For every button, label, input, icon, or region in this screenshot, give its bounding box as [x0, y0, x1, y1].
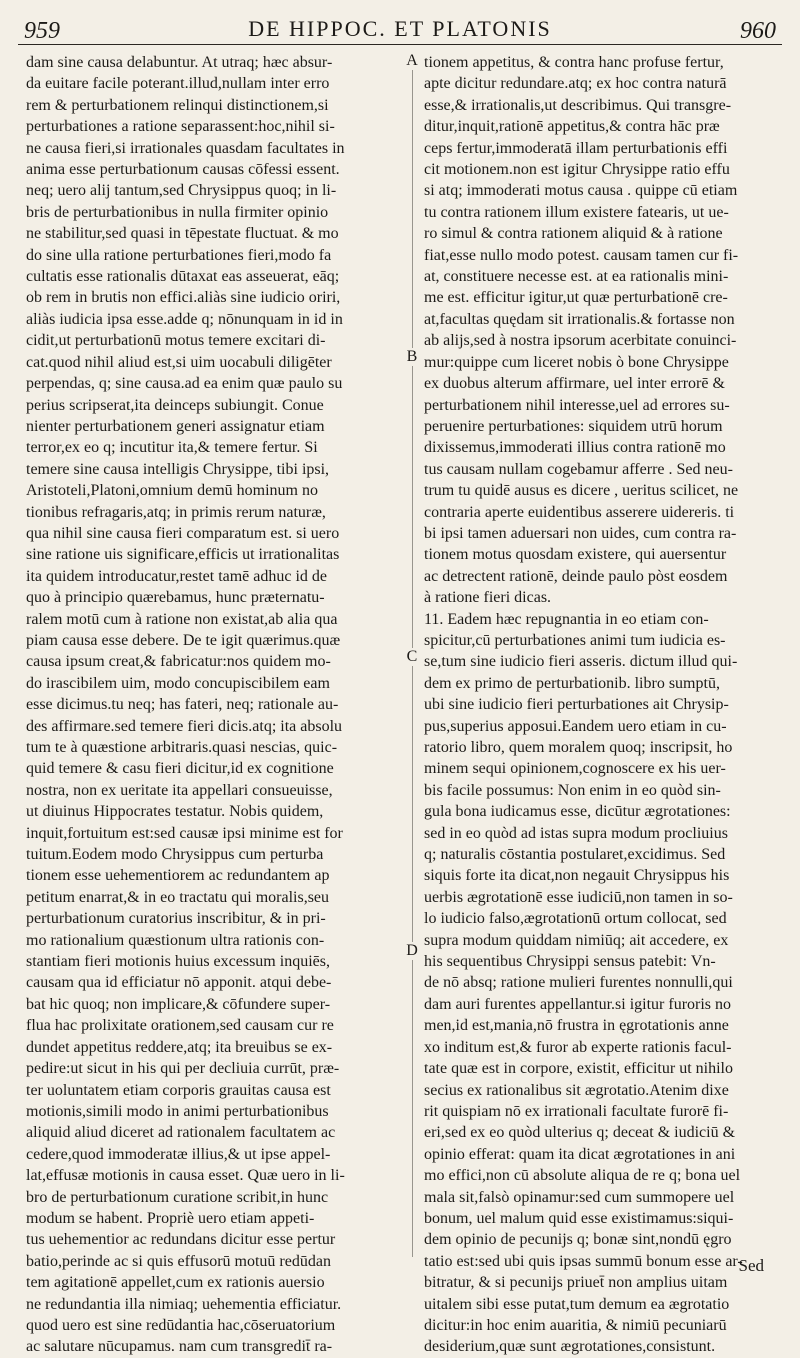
text-line: me est. efficitur igitur,ut quæ perturbationē cre-: [424, 289, 728, 307]
text-line: ne causa fieri,si irrationales quasdam facultates in: [26, 139, 345, 157]
text-line: perturbationes a ratione separassent:hoc,nihil si-: [26, 118, 335, 136]
text-line: da euitare facile poterant.illud,nullam inter erro: [26, 75, 330, 93]
text-line: peruenire perturbationes: siquidem utrū horum: [424, 417, 723, 435]
text-line: aliàs iudicia ipsa esse.adde q; nōnunquam in id in: [26, 310, 343, 328]
text-line: mo rationalium quæstionum ultra rationis con-: [26, 931, 325, 949]
text-line: lo iudicio falso,ægrotationū ortum collocat, sed: [424, 910, 727, 928]
text-line: inquit,fortuitum est:sed causæ ipsi minime est for: [26, 824, 343, 842]
text-line: ne redundantia illa nimiaq; uehementia efficiatur.: [26, 1295, 342, 1313]
text-line: men,id est,mania,nō frustra in ęgrotationis anne: [424, 1017, 729, 1035]
text-line: perius scripserat,ita deinceps subiungit. Conue: [26, 396, 324, 414]
text-line: ubi sine iudicio fieri perturbationes ait Chrysip-: [424, 696, 729, 714]
text-line: mur:quippe cum liceret nobis ò bone Chrysippe: [424, 353, 729, 371]
text-line: ac detrectent rationē, deinde paulo pòst eosdem: [424, 567, 728, 585]
text-line: tionem esse uehementiorem ac redundantem ap: [26, 867, 330, 885]
text-line: fiat,esse nullo modo potest. causam tamen cur fi-: [424, 246, 739, 264]
header-rule: [18, 44, 782, 45]
text-line: rem & perturbationem relinqui distinctionem,si: [26, 96, 329, 114]
text-line: do irascibilem uim, modo concupiscibilem eam: [26, 674, 330, 692]
text-line: perturbationem nihil interesse,uel ad errores su-: [424, 396, 730, 414]
text-line: tuitum.Eodem modo Chrysippus cum perturba: [26, 846, 324, 864]
text-line: ro simul & contra rationem aliquid & à ratione: [424, 225, 723, 243]
text-line: bis facile possumus: Non enim in eo quòd sin-: [424, 781, 721, 799]
text-line: secius ex rationalibus sit ægrotatio.Atenim dixe: [424, 1081, 729, 1099]
text-line: ac salutare nūcupamus. nam cum transgredit̄ ra-: [26, 1338, 333, 1356]
text-line: dundet appetitus reddere,atq; ita breuibus se ex-: [26, 1038, 333, 1056]
text-line: terror,ex eo q; incutitur ita,& temere fertur. Si: [26, 439, 318, 457]
text-line: tus causam nullam cogebamur afferre . Sed neu-: [424, 460, 733, 478]
text-line: tionibus refragaris,atq; in primis rerum naturæ,: [26, 503, 326, 521]
margin-marker-c: C: [404, 648, 420, 666]
text-line: à ratione fieri dicas.: [424, 589, 552, 607]
text-line: gula bona iudicamus esse, dicūtur ægrotationes:: [424, 803, 731, 821]
margin-marker-b: B: [404, 348, 420, 366]
text-line: do sine ulla ratione perturbationes fieri,modo fa: [26, 246, 332, 264]
text-line: esse dicimus.tu neq; has fateri, neq; rationale au-: [26, 696, 339, 714]
text-line: rit quispiam nō ex irrationali facultate furorē fi-: [424, 1102, 729, 1120]
text-line: petitum enarrat,& in eo tractatu qui moralis,seu: [26, 888, 330, 906]
text-line: ob rem in brutis non effici.aliàs sine iudicio oriri,: [26, 289, 341, 307]
text-line: pedire:ut sicut in his qui per decliuia currūt, præ-: [26, 1060, 340, 1078]
text-line: uitalem sibi esse putat,tum demum ea ægrotatio: [424, 1295, 730, 1313]
text-line: ralem motū cum à ratione non existat,ab alia qua: [26, 610, 338, 628]
text-line: aliquid aliud diceret ad rationalem facultatem ac: [26, 1124, 336, 1142]
text-line: des affirmare.sed temere fieri dicis.atq; ita absolu: [26, 717, 343, 735]
text-line: supra modum quiddam nimiūq; ait accedere, ex: [424, 931, 729, 949]
running-title: DE HIPPOC. ET PLATONIS: [248, 16, 552, 41]
text-line: dam sine causa delabuntur. At utraq; hæc absur-: [26, 54, 333, 71]
text-line: ne stabilitur,sed quasi in tēpestate fluctuat. & mo: [26, 225, 339, 243]
text-line: at, constituere necesse est. at ea rationalis mini-: [424, 268, 729, 286]
text-line: ita quidem introducatur,restet tamē adhuc id de: [26, 567, 328, 585]
text-line: se,tum sine iudicio fieri asseris. dictum illud qui-: [424, 653, 738, 671]
text-line: tate quæ est in corpore, existit, efficitur ut nihilo: [424, 1060, 733, 1078]
text-line: tem agitationē appellet,cum ex rationis auersio: [26, 1274, 325, 1292]
text-line: minem sequi opinionem,cognoscere ex his uer-: [424, 760, 726, 778]
text-line: temere sine causa intelligis Chrysippe, tibi ipsi,: [26, 460, 330, 478]
text-line: siquis forte ita dicat,non negauit Chrysippus his: [424, 867, 730, 885]
text-line: piam causa esse debere. De te igit quærimus.quæ: [26, 631, 341, 649]
text-line: batio,perinde ac si quis effusorū motuū redūdan: [26, 1252, 331, 1270]
text-line: eri,sed ex eo quòd ulterius q; deceat & iudiciū &: [424, 1124, 736, 1142]
text-line: tionem appetitus, & contra hanc profuse fertur,: [424, 54, 724, 71]
text-line: bitratur, & si pecunijs priuet̄ non amplius uitam: [424, 1274, 728, 1292]
text-line: dam auri furentes appellantur.si igitur furoris no: [424, 995, 732, 1013]
text-line: uerbis ægrotationē esse iudiciū,non tamen in so-: [424, 888, 733, 906]
text-line: dicitur:in hoc enim auaritia, & nimiū pecuniarū: [424, 1316, 727, 1334]
text-line: causa ipsum creat,& fabricatur:nos quidem mo-: [26, 653, 331, 671]
text-line: trum tu quidē ausus es dicere , ueritus scilicet, ne: [424, 482, 739, 500]
text-line: qua nihil sine causa fieri comparatum est. si uero: [26, 524, 340, 542]
text-line: tus uehementior ac redundans dicitur esse pertur: [26, 1231, 336, 1249]
text-line: spicitur,cū perturbationes animi tum iudicia es-: [424, 631, 726, 649]
text-line: bat hic quoq; non implicare,& cōfundere super-: [26, 995, 331, 1013]
text-line: tu contra rationem illum existere fatearis, ut ue-: [424, 203, 729, 221]
text-line: mala sit,falsò opinamur:sed cum summopere uel: [424, 1188, 735, 1206]
text-line: mo effici,non cū absolute aliqua de re q; bona uel: [424, 1167, 741, 1185]
text-line: quod uero est sine redūdantia hac,cōseruatorium: [26, 1316, 336, 1334]
text-line: causam qua id efficiatur nō apponit. atqui debe-: [26, 974, 332, 992]
text-line: perturbationum curatorius inscribitur, & in pri-: [26, 910, 326, 928]
text-line: cultatis esse rationalis dūtaxat eas asseuerat, eāq;: [26, 268, 340, 286]
text-line: cat.quod nihil aliud est,si uim uocabuli diligēter: [26, 353, 332, 371]
text-line: si atq; immoderati motus causa . quippe cū etiam: [424, 182, 738, 200]
text-line: quid temere & casu fieri dicitur,id ex cognitione: [26, 760, 334, 778]
right-column: [424, 52, 782, 1356]
text-line: modum se habent. Propriè uero etiam appeti-: [26, 1209, 315, 1227]
text-line: bonum, uel malum quid esse existimamus:siqui-: [424, 1209, 734, 1227]
text-line: ratorio libro, quem moralem quoq; inscripsit, ho: [424, 739, 733, 756]
text-line: desiderium,quæ sunt ægrotationes,consistunt.: [424, 1338, 716, 1356]
text-line: tionem motus quosdam existere, qui auersentur: [424, 546, 727, 564]
text-line: nostra, non ex ueritate ita appellari consueuisse,: [26, 781, 333, 799]
page-number-right: 960: [740, 18, 776, 44]
text-line: dem opinio de pecunijs q; bonæ sint,nondū ęgro: [424, 1231, 732, 1249]
margin-marker-a: A: [404, 52, 420, 70]
text-line: q; naturalis cōstantia postularet,excidimus. Sed: [424, 846, 726, 864]
text-line: pus,superius apposui.Eandem uero etiam in cu-: [424, 717, 727, 735]
text-line: ex duobus alterum affirmare, uel inter errorē &: [424, 375, 725, 393]
text-line: cit motionem.non est igitur Chrysippe ratio effu: [424, 161, 730, 179]
text-line: xo inditum est,& furor ab experte rationis facul-: [424, 1038, 732, 1056]
text-line: perpendas, q; sine causa.ad ea enim quæ paulo su: [26, 375, 343, 393]
text-line: ut diuinus Hippocrates testatur. Nobis quidem,: [26, 803, 324, 821]
text-line: Aristoteli,Platoni,omnium demū hominum no: [26, 482, 318, 500]
text-line: ceps fertur,immoderatā illam perturbationis effi: [424, 139, 728, 157]
text-line: quo à principio quærebamus, hunc præternatu-: [26, 589, 325, 607]
margin-marker-d: D: [404, 942, 420, 960]
text-line: opinio efferat: quam ita dicat ægrotationes in ani: [424, 1145, 736, 1163]
text-line: dixissemus,immoderati illius contra rationē mo: [424, 439, 726, 457]
text-line: at,facultas quędam sit irrationalis.& fortasse non: [424, 310, 735, 328]
text-line: sed in eo quòd ad istas supra modum procliuius: [424, 824, 728, 842]
text-line: sine ratione uis significare,efficis ut irrationalitas: [26, 546, 340, 564]
text-line: dem ex primo de perturbationib. libro sumptū,: [424, 674, 720, 692]
text-line: lat,effusæ motionis in causa esset. Quæ uero in li-: [26, 1167, 345, 1185]
page-header: [0, 16, 800, 46]
text-line: bris de perturbationibus in nulla firmiter opinio: [26, 203, 329, 221]
text-line: anima esse perturbationum causas cōfessi essent.: [26, 161, 340, 179]
text-line: esse,& irrationalis,ut describimus. Qui transgre-: [424, 96, 732, 114]
text-line: apte dicitur redundare.atq; ex hoc contra naturā: [424, 75, 727, 93]
text-line: ter uoluntatem etiam corporis grauitas causa est: [26, 1081, 331, 1099]
page-number-left: 959: [24, 18, 60, 44]
text-line: motionis,simili modo in animi perturbationibus: [26, 1102, 329, 1120]
text-line: 11. Eadem hæc repugnantia in eo etiam con-: [424, 610, 709, 628]
text-line: tatio est:sed ubi quis ipsas summū bonum esse ar-: [424, 1252, 743, 1270]
text-line: bi ipsi tamen aduersari non uides, cum contra ra-: [424, 524, 737, 542]
text-line: cidit,ut perturbationū motus temere excitari di-: [26, 332, 326, 350]
text-line: tum te à quæstione arbitraris.quasi nescias, quic-: [26, 739, 338, 756]
text-line: ab alijs,sed à nostra ipsorum acerbitate conuinci-: [424, 332, 737, 350]
text-line: neq; uero alij tantum,sed Chrysippus quoq; in li-: [26, 182, 337, 200]
text-line: bro de perturbationum curatione scribit,in hunc: [26, 1188, 329, 1206]
text-line: cedere,quod immoderatæ illius,& ut ipse appel-: [26, 1145, 331, 1163]
text-line: contraria aperte euidentibus asserere uidereris. ti: [424, 503, 735, 521]
text-line: flua hac prolixitate orationem,sed causam cur re: [26, 1017, 334, 1035]
catchword: Sed: [738, 1256, 764, 1275]
text-line: his sequentibus Chrysippi sensus patebit: Vn-: [424, 953, 716, 971]
text-line: nienter perturbationem generi assignatur etiam: [26, 417, 325, 435]
text-line: de nō absq; ratione mulieri furentes nonnulli,qui: [424, 974, 733, 992]
text-line: ditur,inquit,rationē appetitus,& contra hāc præ: [424, 118, 720, 136]
left-column: [26, 52, 400, 1356]
text-line: stantiam fieri motionis huius excessum inquiēs,: [26, 953, 330, 971]
